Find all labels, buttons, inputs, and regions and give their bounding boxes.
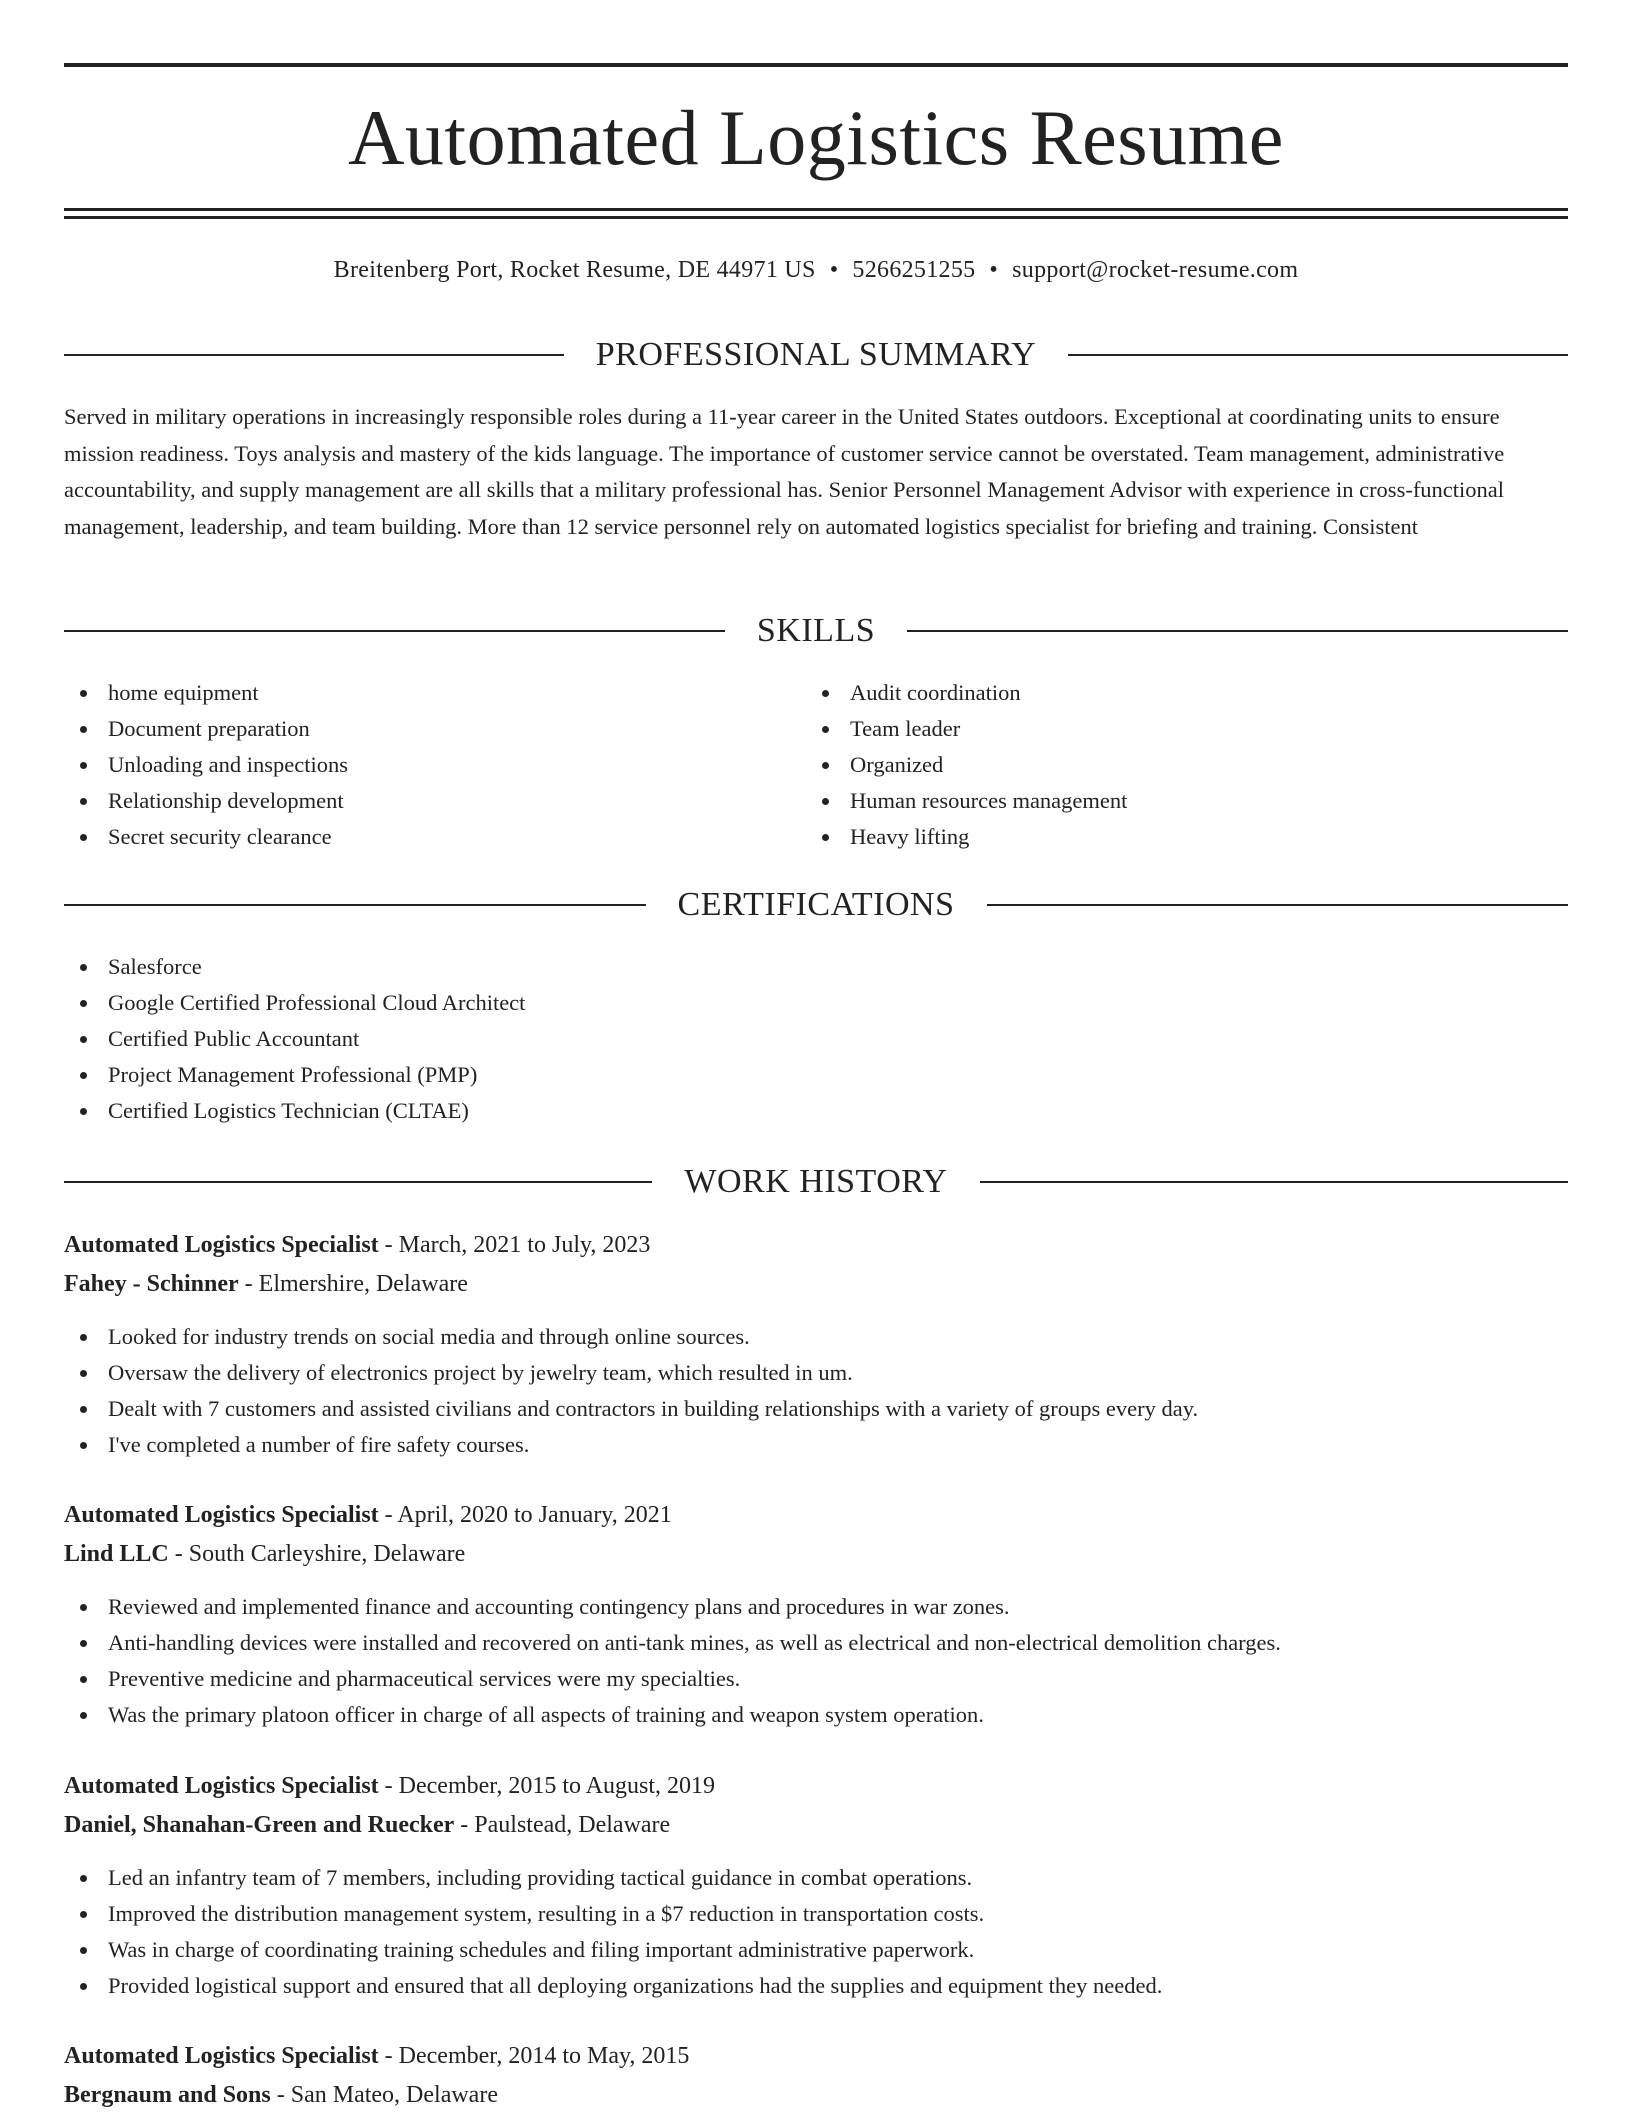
dash: - xyxy=(378,2043,399,2069)
certifications-list xyxy=(64,949,525,1129)
skills-list-right xyxy=(806,675,1127,855)
contact-separator: • xyxy=(989,257,999,283)
job-bullets xyxy=(64,1589,1568,1733)
job-title: Automated Logistics Specialist xyxy=(64,1232,379,1258)
heading-rule xyxy=(64,630,725,632)
job-dates: December, 2014 to May, 2015 xyxy=(398,2043,690,2069)
certification-item: Google Certified Professional Cloud Architect xyxy=(64,985,525,1021)
section-heading-certifications xyxy=(64,885,1568,925)
job-bullet: Improved the distribution management system, resulting in a $7 reduction in transportation costs. xyxy=(64,1896,1568,1932)
job-bullet: Provided logistical support and ensured that all deploying organizations had the supplies and equipment they needed. xyxy=(64,1968,1568,2004)
job-title-line xyxy=(64,1226,1568,1265)
job-title: Automated Logistics Specialist xyxy=(64,2043,379,2069)
job-location: San Mateo, Delaware xyxy=(290,2082,498,2108)
job-title-line xyxy=(64,2037,1568,2076)
dash: - xyxy=(378,1773,399,1799)
certification-item: Salesforce xyxy=(64,949,525,985)
section-heading-skills xyxy=(64,611,1568,651)
certification-item: Certified Public Accountant xyxy=(64,1021,525,1057)
document-title: Automated Logistics Resume xyxy=(348,94,1284,181)
job-company-line xyxy=(64,1806,1568,1845)
heading-rule xyxy=(1068,354,1568,356)
heading-rule xyxy=(64,1181,652,1183)
job-bullets xyxy=(64,1860,1568,2004)
job-bullet: Reviewed and implemented finance and accounting contingency plans and procedures in war zones. xyxy=(64,1589,1568,1625)
heading-rule xyxy=(64,354,564,356)
skill-item: Relationship development xyxy=(64,783,348,819)
job-company-line xyxy=(64,1535,1568,1574)
heading-rule xyxy=(980,1181,1568,1183)
job-bullet: Led an infantry team of 7 members, including providing tactical guidance in combat operations. xyxy=(64,1860,1568,1896)
heading-rule xyxy=(987,904,1569,906)
header-top-rule xyxy=(64,63,1568,67)
section-title-skills: SKILLS xyxy=(756,612,876,649)
job-title-line xyxy=(64,1496,1568,1535)
job-company: Fahey - Schinner xyxy=(64,1271,239,1297)
summary-text: Served in military operations in increasingly responsible roles during a 11-year career in the United States outdoors. Exceptional at coordinating units to ensure mission readiness. Toys analysis and mastery of the kids language. The importance of customer service cannot be overstated. Team management, administrative accountability, and supply management are all skills that a military professional has. Senior Personnel Management Advisor with experience in cross-functional management, leadership, and team building. More than 12 service personnel rely on automated logistics specialist for briefing and training. Consistent xyxy=(64,404,1505,539)
skill-item: Unloading and inspections xyxy=(64,747,348,783)
job-entry xyxy=(64,2037,1568,2115)
skill-item: Secret security clearance xyxy=(64,819,348,855)
section-title-work-history: WORK HISTORY xyxy=(684,1163,948,1200)
contact-line xyxy=(64,254,1568,286)
header-double-rule xyxy=(64,208,1568,219)
skill-item: Team leader xyxy=(806,711,1127,747)
skill-item: Audit coordination xyxy=(806,675,1127,711)
contact-email[interactable]: support@rocket-resume.com xyxy=(1012,257,1299,283)
dash: - xyxy=(378,1502,398,1528)
contact-separator: • xyxy=(829,257,839,283)
section-heading-work-history xyxy=(64,1162,1568,1202)
dash: - xyxy=(378,1232,399,1258)
job-title: Automated Logistics Specialist xyxy=(64,1773,379,1799)
skill-item: Heavy lifting xyxy=(806,819,1127,855)
heading-rule xyxy=(907,630,1568,632)
dash: - xyxy=(238,1271,259,1297)
section-title-summary: PROFESSIONAL SUMMARY xyxy=(595,336,1037,373)
dash: - xyxy=(168,1541,189,1567)
job-company: Bergnaum and Sons xyxy=(64,2082,271,2108)
job-title: Automated Logistics Specialist xyxy=(64,1502,379,1528)
job-title-line xyxy=(64,1767,1568,1806)
job-dates: December, 2015 to August, 2019 xyxy=(398,1773,715,1799)
job-bullet: Was the primary platoon officer in charge of all aspects of training and weapon system operation. xyxy=(64,1697,1568,1733)
job-company-line xyxy=(64,1265,1568,1304)
job-bullet: Anti-handling devices were installed and recovered on anti-tank mines, as well as electrical and non-electrical demolition charges. xyxy=(64,1625,1568,1661)
contact-address: Breitenberg Port, Rocket Resume, DE 44971 US xyxy=(333,257,816,283)
job-company-line xyxy=(64,2076,1568,2115)
contact-phone[interactable]: 5266251255 xyxy=(852,257,976,283)
job-location: Elmershire, Delaware xyxy=(258,1271,468,1297)
heading-rule xyxy=(64,904,646,906)
skill-item: Human resources management xyxy=(806,783,1127,819)
job-bullet: Dealt with 7 customers and assisted civilians and contractors in building relationships with a variety of groups every day. xyxy=(64,1391,1568,1427)
job-dates: March, 2021 to July, 2023 xyxy=(398,1232,651,1258)
dash: - xyxy=(454,1812,475,1838)
certification-item: Certified Logistics Technician (CLTAE) xyxy=(64,1093,525,1129)
job-company: Daniel, Shanahan-Green and Ruecker xyxy=(64,1812,455,1838)
job-bullet: Looked for industry trends on social media and through online sources. xyxy=(64,1319,1568,1355)
certification-item: Project Management Professional (PMP) xyxy=(64,1057,525,1093)
job-entry xyxy=(64,1226,1568,1463)
skill-item: home equipment xyxy=(64,675,348,711)
job-company: Lind LLC xyxy=(64,1541,169,1567)
job-bullet: Was in charge of coordinating training schedules and filing important administrative paperwork. xyxy=(64,1932,1568,1968)
job-dates: April, 2020 to January, 2021 xyxy=(397,1502,672,1528)
skills-list-left xyxy=(64,675,348,855)
skill-item: Document preparation xyxy=(64,711,348,747)
job-bullet: Preventive medicine and pharmaceutical services were my specialties. xyxy=(64,1661,1568,1697)
job-bullet: I've completed a number of fire safety courses. xyxy=(64,1427,1568,1463)
dash: - xyxy=(270,2082,291,2108)
job-bullet: Oversaw the delivery of electronics project by jewelry team, which resulted in um. xyxy=(64,1355,1568,1391)
skill-item: Organized xyxy=(806,747,1127,783)
section-title-certifications: CERTIFICATIONS xyxy=(677,886,955,923)
job-entry xyxy=(64,1496,1568,1733)
job-bullets xyxy=(64,1319,1568,1463)
job-location: South Carleyshire, Delaware xyxy=(188,1541,466,1567)
job-location: Paulstead, Delaware xyxy=(474,1812,671,1838)
job-entry xyxy=(64,1767,1568,2004)
section-heading-summary xyxy=(64,335,1568,375)
